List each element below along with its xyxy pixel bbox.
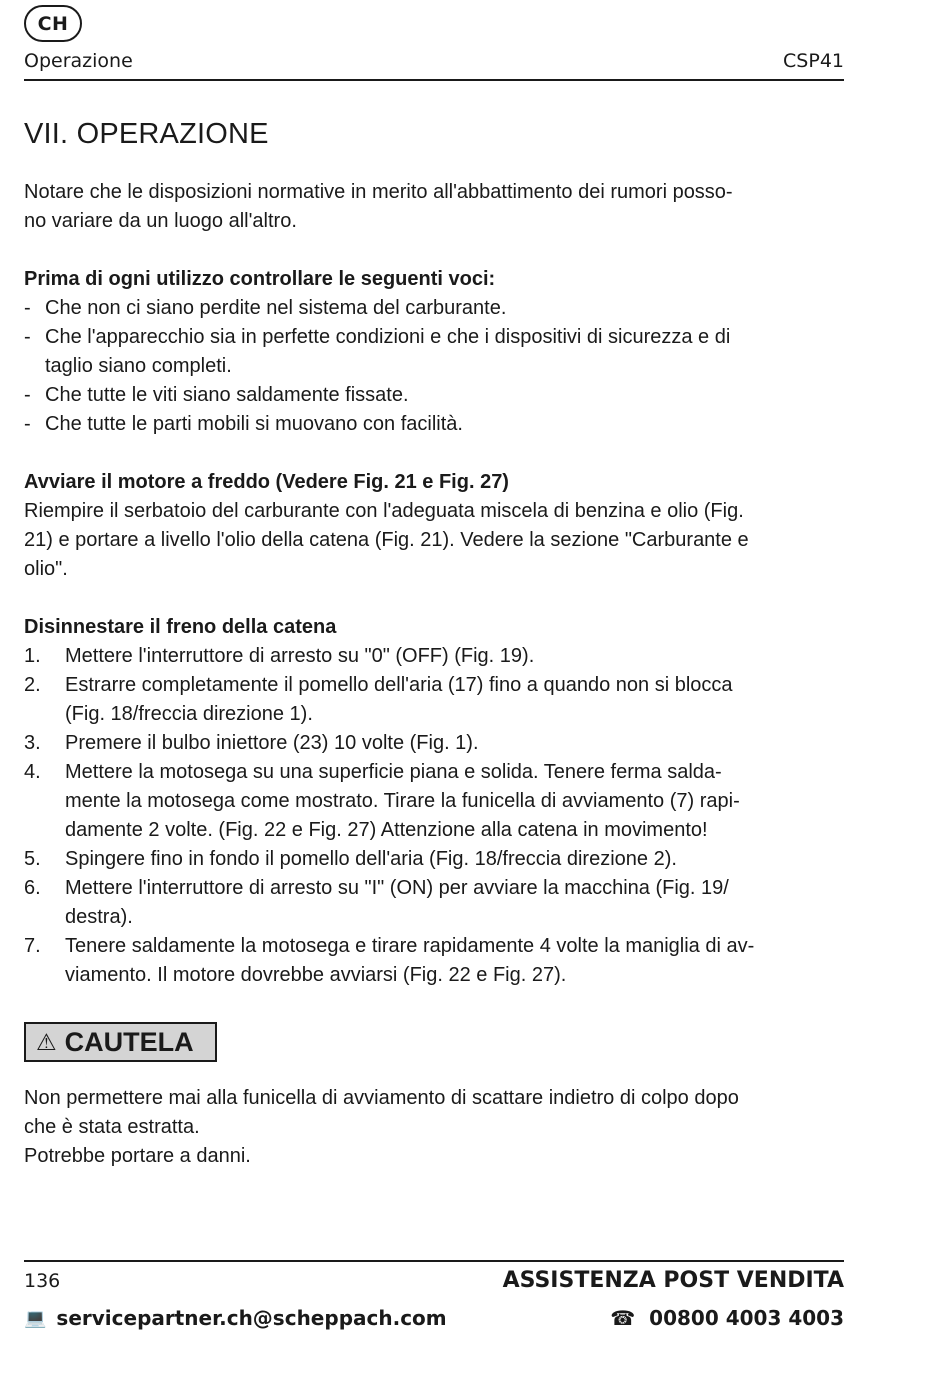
step-number: 3.: [24, 732, 41, 754]
step-text: Tenere saldamente la motosega e tirare rapidamente 4 volte la maniglia di av-: [65, 935, 755, 957]
dash-marker: -: [24, 384, 31, 406]
caution-line: Non permettere mai alla funicella di avviamento di scattare indietro di colpo dopo: [24, 1087, 739, 1109]
country-badge: [24, 5, 82, 42]
cold-start-line: Riempire il serbatoio del carburante con l'adeguata miscela di benzina e olio (Fig.: [24, 500, 744, 522]
cold-start-line: olio".: [24, 558, 68, 580]
intro-line: no variare da un luogo all'altro.: [24, 210, 297, 232]
list-item: [24, 323, 846, 381]
step-text: Mettere l'interruttore di arresto su "I" (ON) per avviare la macchina (Fig. 19/: [65, 877, 729, 899]
step-number: 7.: [24, 935, 41, 957]
intro-line: Notare che le disposizioni normative in merito all'abbattimento dei rumori posso-: [24, 181, 733, 203]
caution-box: [24, 1022, 217, 1062]
header-section-title: Operazione: [24, 50, 133, 72]
service-title: ASSISTENZA POST VENDITA: [502, 1268, 844, 1293]
caution-line: che è stata estratta.: [24, 1116, 200, 1138]
list-item: [24, 410, 846, 439]
phone-text: 00800 4003 4003: [649, 1306, 844, 1330]
header-model: CSP41: [783, 50, 844, 72]
country-code: CH: [37, 12, 69, 35]
checks-section: [24, 265, 846, 439]
step-text: Mettere la motosega su una superficie piana e solida. Tenere ferma salda-: [65, 761, 722, 783]
step-text: Estrarre completamente il pomello dell'aria (17) fino a quando non si blocca: [65, 674, 733, 696]
cold-start-line: 21) e portare a livello l'olio della catena (Fig. 21). Vedere la sezione "Carburante e: [24, 529, 749, 551]
email-text: servicepartner.ch@scheppach.com: [56, 1306, 447, 1330]
caution-label: CAUTELA: [64, 1026, 194, 1057]
step-text: mente la motosega come mostrato. Tirare la funicella di avviamento (7) rapi-: [65, 790, 740, 812]
page-number: 136: [24, 1270, 61, 1292]
step-text: Premere il bulbo iniettore (23) 10 volte (Fig. 1).: [65, 732, 479, 754]
list-item-text: Che non ci siano perdite nel sistema del carburante.: [45, 297, 507, 319]
step-number: 6.: [24, 877, 41, 899]
step-item: [24, 932, 846, 990]
footer-phone: [610, 1306, 844, 1330]
step-text: destra).: [65, 906, 133, 928]
step-text: Spingere fino in fondo il pomello dell'aria (Fig. 18/freccia direzione 2).: [65, 848, 677, 870]
warning-triangle-icon: ⚠: [36, 1028, 57, 1055]
dash-marker: -: [24, 326, 31, 348]
cold-start-section: [24, 468, 846, 584]
dash-marker: -: [24, 413, 31, 435]
footer-email: [24, 1306, 447, 1330]
list-item-text: Che tutte le parti mobili si muovano con facilità.: [45, 413, 463, 435]
dash-marker: -: [24, 297, 31, 319]
step-item: [24, 671, 846, 729]
header-divider: [24, 79, 844, 81]
caution-text: [24, 1084, 846, 1171]
cold-start-heading: Avviare il motore a freddo (Vedere Fig. 21 e Fig. 27): [24, 471, 509, 493]
step-number: 2.: [24, 674, 41, 696]
checks-heading: Prima di ogni utilizzo controllare le seguenti voci:: [24, 268, 496, 290]
step-text: (Fig. 18/freccia direzione 1).: [65, 703, 313, 725]
phone-icon: ☎: [610, 1306, 636, 1330]
step-text: damente 2 volte. (Fig. 22 e Fig. 27) Attenzione alla catena in movimento!: [65, 819, 708, 841]
list-item-text: Che l'apparecchio sia in perfette condizioni e che i dispositivi di sicurezza e di: [45, 326, 731, 348]
brake-heading: Disinnestare il freno della catena: [24, 616, 337, 638]
caution-line: Potrebbe portare a danni.: [24, 1145, 251, 1167]
laptop-icon: 💻: [24, 1307, 47, 1329]
footer-divider: [24, 1260, 844, 1262]
step-text: viamento. Il motore dovrebbe avviarsi (Fig. 22 e Fig. 27).: [65, 964, 567, 986]
intro-paragraph: [24, 178, 846, 236]
step-number: 1.: [24, 645, 41, 667]
step-number: 5.: [24, 848, 41, 870]
step-item: [24, 874, 846, 932]
step-item: [24, 729, 846, 758]
step-item: [24, 758, 846, 845]
list-item-text: taglio siano completi.: [45, 355, 232, 377]
brake-section: [24, 613, 846, 990]
step-item: [24, 642, 846, 671]
list-item: [24, 381, 846, 410]
step-text: Mettere l'interruttore di arresto su "0" (OFF) (Fig. 19).: [65, 645, 535, 667]
list-item: [24, 294, 846, 323]
list-item-text: Che tutte le viti siano saldamente fissate.: [45, 384, 409, 406]
page-title: VII. OPERAZIONE: [24, 118, 269, 150]
step-item: [24, 845, 846, 874]
step-number: 4.: [24, 761, 41, 783]
main-content: [24, 114, 846, 1171]
